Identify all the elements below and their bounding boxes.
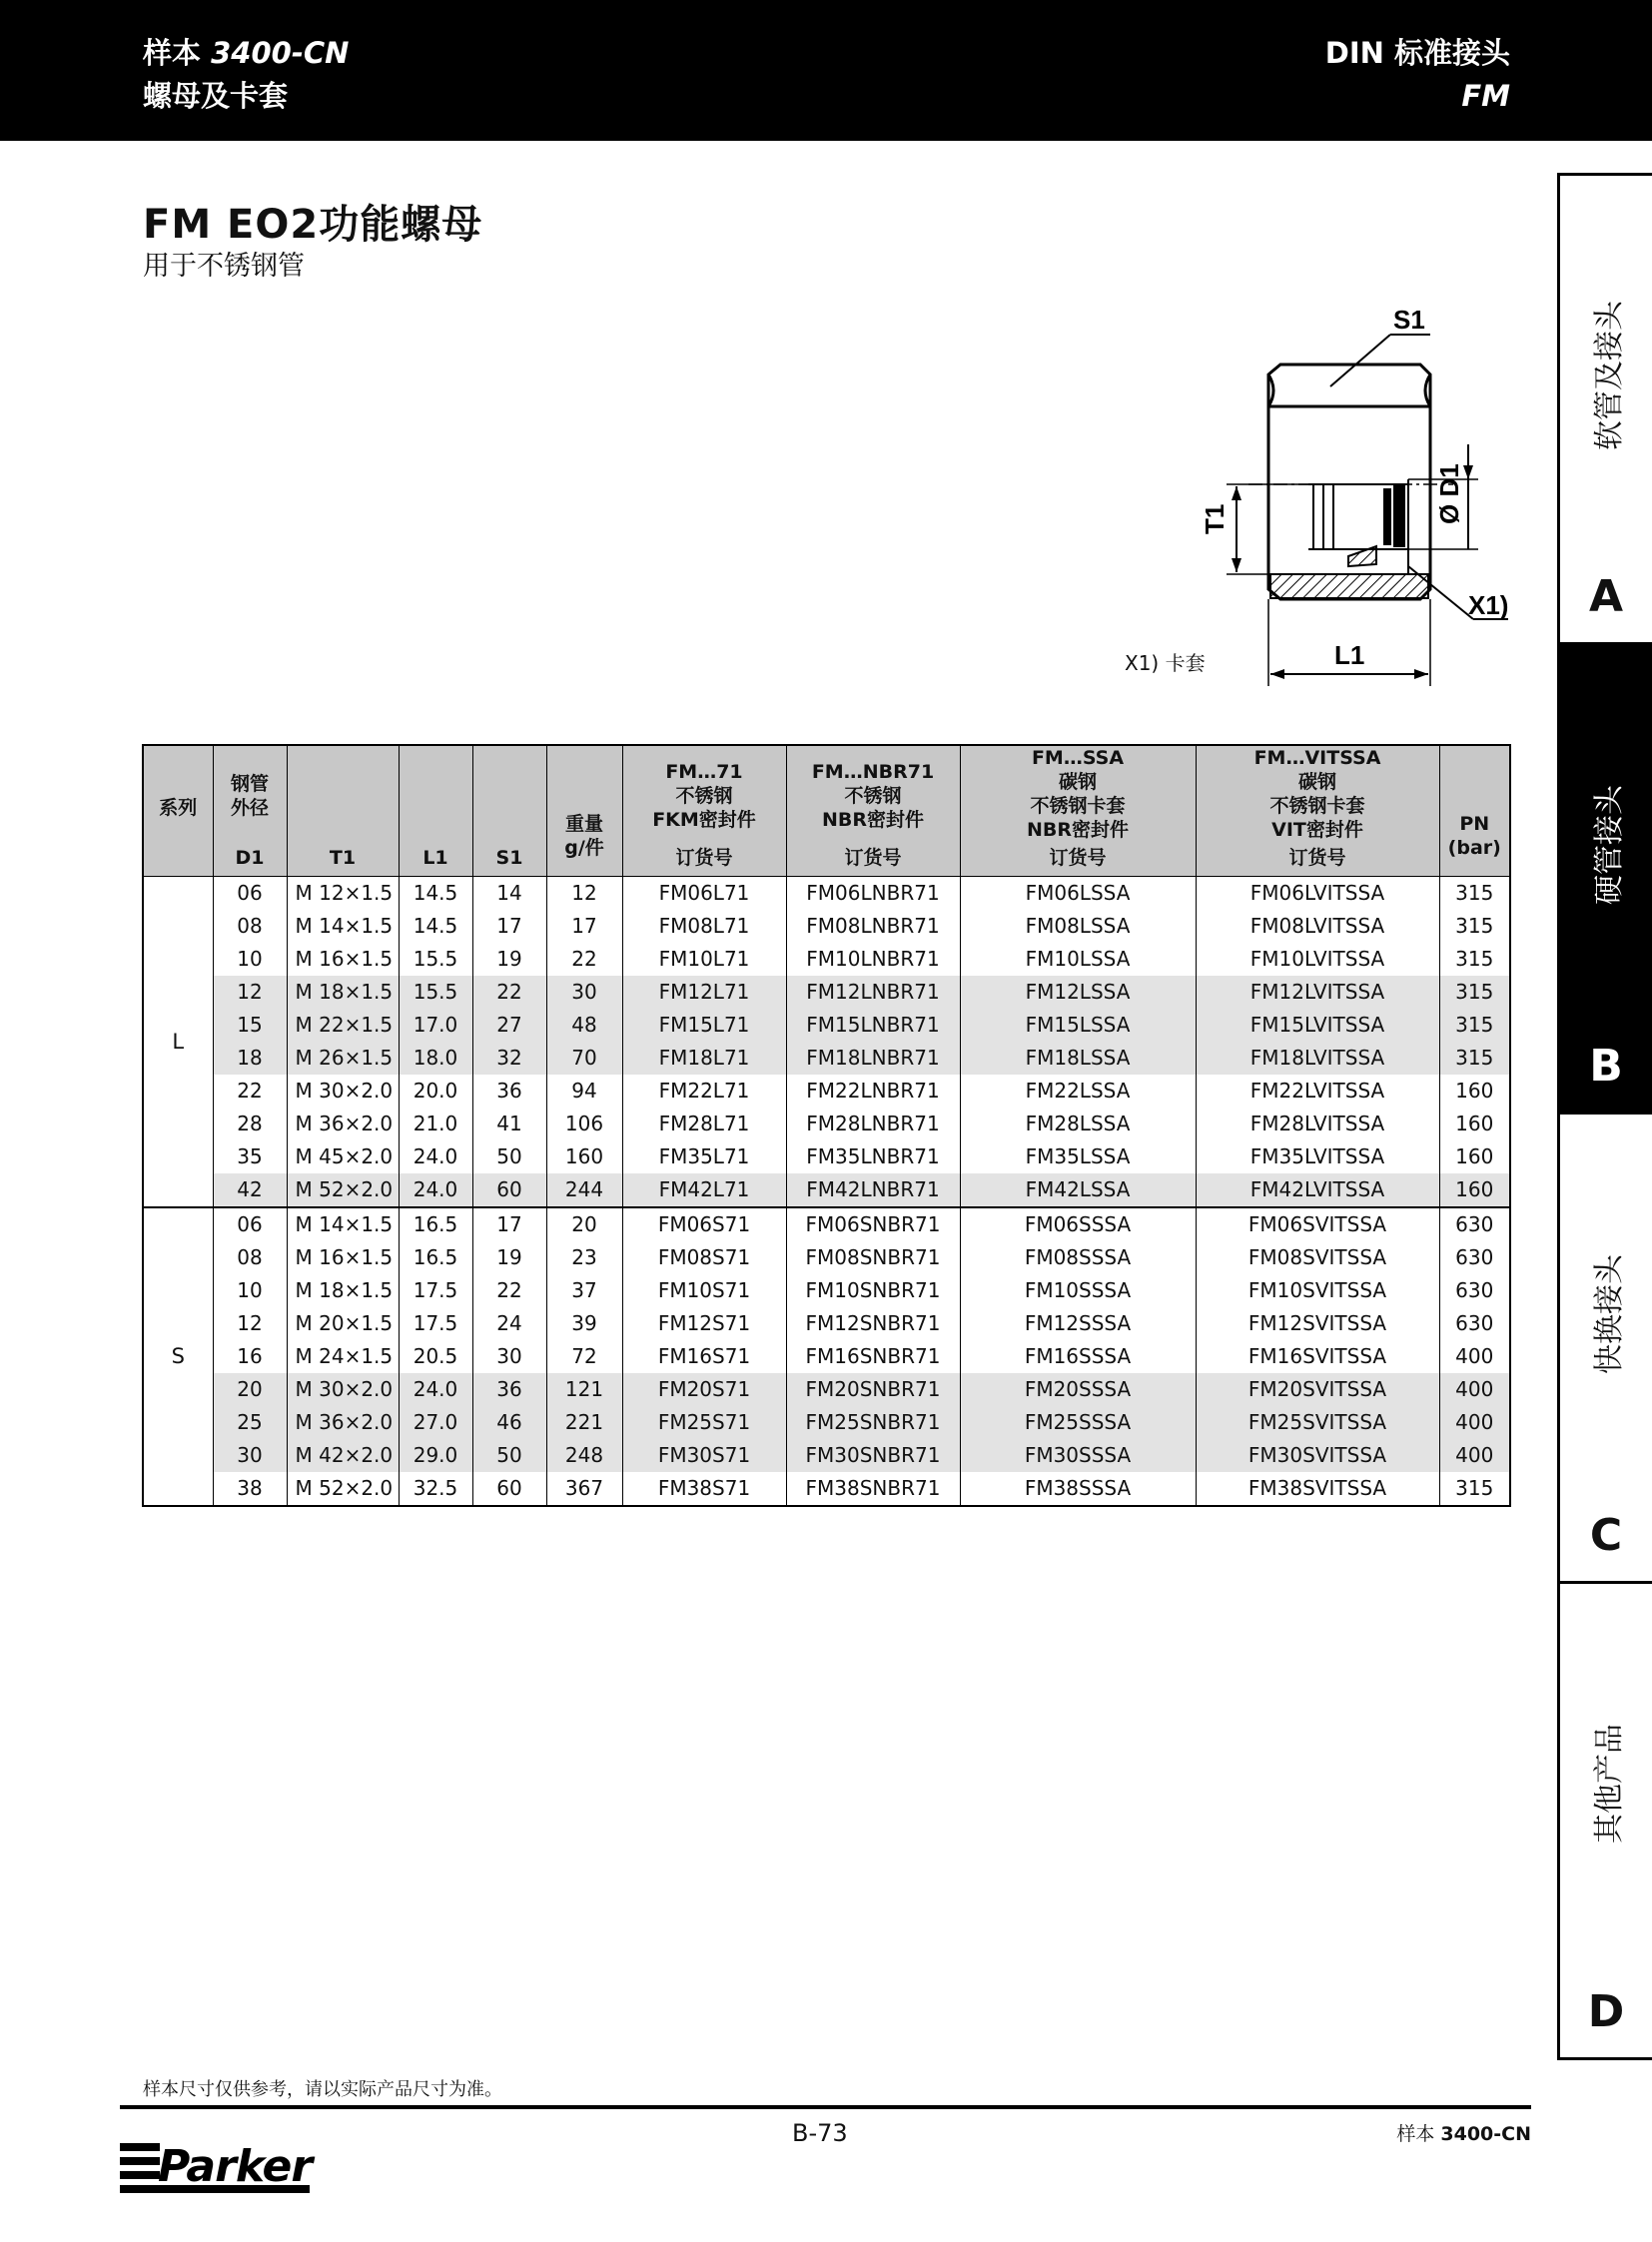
tube-od-cell: 38 bbox=[213, 1472, 287, 1506]
length-l1-cell: 27.0 bbox=[399, 1406, 472, 1439]
ferrule-note: X1) 卡套 bbox=[1125, 651, 1206, 675]
table-row bbox=[143, 1173, 1510, 1207]
length-l1-cell: 20.5 bbox=[399, 1340, 472, 1373]
length-l1-cell: 17.5 bbox=[399, 1307, 472, 1340]
weight-cell: 121 bbox=[546, 1373, 622, 1406]
tab-a-letter: A bbox=[1588, 571, 1624, 622]
order-fm71-cell: FM10L71 bbox=[622, 943, 786, 976]
hex-s1-cell: 50 bbox=[472, 1140, 546, 1173]
weight-cell: 20 bbox=[546, 1207, 622, 1241]
pn-cell: 160 bbox=[1439, 1108, 1510, 1140]
length-l1-cell: 17.0 bbox=[399, 1009, 472, 1042]
order-fm71-cell: FM35L71 bbox=[622, 1140, 786, 1173]
order-fm71-cell: FM42L71 bbox=[622, 1173, 786, 1207]
tab-c[interactable] bbox=[1560, 1115, 1652, 1584]
pn-cell: 400 bbox=[1439, 1340, 1510, 1373]
order-fmvitssa-cell: FM10LVITSSA bbox=[1196, 943, 1439, 976]
length-l1-cell: 24.0 bbox=[399, 1140, 472, 1173]
thread-t1-cell: M 18×1.5 bbox=[287, 976, 399, 1009]
weight-cell: 12 bbox=[546, 877, 622, 911]
order-fm71-cell: FM08L71 bbox=[622, 910, 786, 943]
order-fm71-cell: FM12S71 bbox=[622, 1307, 786, 1340]
catalog-number: 3400-CN bbox=[211, 36, 350, 70]
table-row bbox=[143, 1340, 1510, 1373]
hex-s1-cell: 19 bbox=[472, 1241, 546, 1274]
order-fmvitssa-cell: FM30SVITSSA bbox=[1196, 1439, 1439, 1472]
tab-b[interactable] bbox=[1560, 645, 1652, 1115]
table-row bbox=[143, 1439, 1510, 1472]
hex-s1-cell: 17 bbox=[472, 910, 546, 943]
weight-cell: 48 bbox=[546, 1009, 622, 1042]
thread-t1-cell: M 22×1.5 bbox=[287, 1009, 399, 1042]
order-fmnbr71-cell: FM06SNBR71 bbox=[786, 1207, 960, 1241]
order-fmnbr71-cell: FM16SNBR71 bbox=[786, 1340, 960, 1373]
order-fm71-cell: FM16S71 bbox=[622, 1340, 786, 1373]
order-fmvitssa-cell: FM22LVITSSA bbox=[1196, 1075, 1439, 1108]
order-fmssa-cell: FM16SSSA bbox=[960, 1340, 1196, 1373]
thread-t1-cell: M 52×2.0 bbox=[287, 1173, 399, 1207]
page-title: FM EO2功能螺母 bbox=[143, 202, 483, 248]
order-fm71-cell: FM06S71 bbox=[622, 1207, 786, 1241]
order-fm71-cell: FM30S71 bbox=[622, 1439, 786, 1472]
header-series: 系列 bbox=[143, 745, 213, 877]
length-l1-cell: 14.5 bbox=[399, 877, 472, 911]
weight-cell: 248 bbox=[546, 1439, 622, 1472]
table-row bbox=[143, 943, 1510, 976]
hex-s1-cell: 22 bbox=[472, 976, 546, 1009]
pn-cell: 630 bbox=[1439, 1207, 1510, 1241]
table-row bbox=[143, 877, 1510, 911]
hex-s1-cell: 36 bbox=[472, 1075, 546, 1108]
length-l1-cell: 14.5 bbox=[399, 910, 472, 943]
standard-name: DIN 标准接头 bbox=[1324, 36, 1510, 70]
order-fmnbr71-cell: FM35LNBR71 bbox=[786, 1140, 960, 1173]
spec-table bbox=[142, 744, 1511, 1507]
order-fmssa-cell: FM15LSSA bbox=[960, 1009, 1196, 1042]
order-fmnbr71-cell: FM08LNBR71 bbox=[786, 910, 960, 943]
thread-t1-cell: M 16×1.5 bbox=[287, 943, 399, 976]
order-fmnbr71-cell: FM25SNBR71 bbox=[786, 1406, 960, 1439]
pn-cell: 400 bbox=[1439, 1439, 1510, 1472]
header-weight: 重量 g/件 bbox=[546, 745, 622, 877]
logo-text: Parker bbox=[158, 2141, 313, 2192]
table-row bbox=[143, 1307, 1510, 1340]
tab-b-label: 硬管接头 bbox=[1592, 785, 1627, 905]
thread-t1-cell: M 14×1.5 bbox=[287, 910, 399, 943]
order-fmssa-cell: FM18LSSA bbox=[960, 1042, 1196, 1075]
length-l1-cell: 32.5 bbox=[399, 1472, 472, 1506]
tube-od-cell: 10 bbox=[213, 943, 287, 976]
order-fm71-cell: FM18L71 bbox=[622, 1042, 786, 1075]
order-fmssa-cell: FM08SSSA bbox=[960, 1241, 1196, 1274]
table-row bbox=[143, 1009, 1510, 1042]
order-fmnbr71-cell: FM06LNBR71 bbox=[786, 877, 960, 911]
header-right bbox=[1325, 32, 1510, 118]
weight-cell: 106 bbox=[546, 1108, 622, 1140]
tube-od-cell: 20 bbox=[213, 1373, 287, 1406]
hex-s1-cell: 22 bbox=[472, 1274, 546, 1307]
tube-od-cell: 18 bbox=[213, 1042, 287, 1075]
tube-od-cell: 22 bbox=[213, 1075, 287, 1108]
table-row bbox=[143, 1140, 1510, 1173]
pn-cell: 315 bbox=[1439, 943, 1510, 976]
order-fmvitssa-cell: FM10SVITSSA bbox=[1196, 1274, 1439, 1307]
nut-drawing bbox=[1109, 295, 1528, 694]
order-fm71-cell: FM22L71 bbox=[622, 1075, 786, 1108]
footer-catalog: 样本 3400-CN bbox=[1396, 2123, 1531, 2145]
weight-cell: 23 bbox=[546, 1241, 622, 1274]
order-fmvitssa-cell: FM20SVITSSA bbox=[1196, 1373, 1439, 1406]
table-row bbox=[143, 1042, 1510, 1075]
order-fmvitssa-cell: FM15LVITSSA bbox=[1196, 1009, 1439, 1042]
pn-cell: 630 bbox=[1439, 1307, 1510, 1340]
order-fmvitssa-cell: FM12SVITSSA bbox=[1196, 1307, 1439, 1340]
tab-a-label: 软管及接头 bbox=[1592, 301, 1627, 450]
tab-c-label: 快换接头 bbox=[1592, 1254, 1627, 1374]
hex-s1-cell: 30 bbox=[472, 1340, 546, 1373]
order-fmnbr71-cell: FM10LNBR71 bbox=[786, 943, 960, 976]
tab-a[interactable] bbox=[1560, 176, 1652, 645]
length-l1-cell: 18.0 bbox=[399, 1042, 472, 1075]
nut-section-hatch bbox=[1270, 574, 1428, 598]
header-l1: L1 bbox=[399, 745, 472, 877]
order-fmvitssa-cell: FM08LVITSSA bbox=[1196, 910, 1439, 943]
order-fm71-cell: FM20S71 bbox=[622, 1373, 786, 1406]
pn-cell: 315 bbox=[1439, 976, 1510, 1009]
order-fm71-cell: FM06L71 bbox=[622, 877, 786, 911]
order-fmssa-cell: FM12LSSA bbox=[960, 976, 1196, 1009]
length-l1-cell: 21.0 bbox=[399, 1108, 472, 1140]
thread-t1-cell: M 30×2.0 bbox=[287, 1075, 399, 1108]
hex-s1-cell: 17 bbox=[472, 1207, 546, 1241]
pn-cell: 630 bbox=[1439, 1241, 1510, 1274]
weight-cell: 221 bbox=[546, 1406, 622, 1439]
tab-d-letter: D bbox=[1587, 1986, 1625, 2037]
tab-b-letter: B bbox=[1589, 1041, 1623, 1092]
product-code: FM bbox=[1461, 79, 1510, 113]
table-row bbox=[143, 1274, 1510, 1307]
thread-t1-cell: M 14×1.5 bbox=[287, 1207, 399, 1241]
order-fmssa-cell: FM35LSSA bbox=[960, 1140, 1196, 1173]
order-fm71-cell: FM38S71 bbox=[622, 1472, 786, 1506]
tube-od-cell: 30 bbox=[213, 1439, 287, 1472]
order-fmssa-cell: FM06SSSA bbox=[960, 1207, 1196, 1241]
order-fmvitssa-cell: FM08SVITSSA bbox=[1196, 1241, 1439, 1274]
pn-cell: 630 bbox=[1439, 1274, 1510, 1307]
length-l1-cell: 24.0 bbox=[399, 1173, 472, 1207]
order-fmssa-cell: FM42LSSA bbox=[960, 1173, 1196, 1207]
order-fmvitssa-cell: FM16SVITSSA bbox=[1196, 1340, 1439, 1373]
order-fmvitssa-cell: FM42LVITSSA bbox=[1196, 1173, 1439, 1207]
header-col-fm71: FM…71 不锈钢 FKM密封件 订货号 bbox=[622, 745, 786, 877]
t1-label: T1 bbox=[1200, 503, 1230, 534]
pn-cell: 160 bbox=[1439, 1173, 1510, 1207]
thread-t1-cell: M 18×1.5 bbox=[287, 1274, 399, 1307]
section-name: 螺母及卡套 bbox=[143, 79, 289, 113]
thread-t1-cell: M 30×2.0 bbox=[287, 1373, 399, 1406]
order-fm71-cell: FM10S71 bbox=[622, 1274, 786, 1307]
weight-cell: 94 bbox=[546, 1075, 622, 1108]
table-row bbox=[143, 1207, 1510, 1241]
order-fmssa-cell: FM12SSSA bbox=[960, 1307, 1196, 1340]
pn-cell: 160 bbox=[1439, 1140, 1510, 1173]
weight-cell: 244 bbox=[546, 1173, 622, 1207]
order-fm71-cell: FM08S71 bbox=[622, 1241, 786, 1274]
tube-od-cell: 12 bbox=[213, 976, 287, 1009]
length-l1-cell: 15.5 bbox=[399, 976, 472, 1009]
pn-cell: 315 bbox=[1439, 1472, 1510, 1506]
pn-cell: 400 bbox=[1439, 1373, 1510, 1406]
thread-t1-cell: M 52×2.0 bbox=[287, 1472, 399, 1506]
weight-cell: 30 bbox=[546, 976, 622, 1009]
order-fmvitssa-cell: FM35LVITSSA bbox=[1196, 1140, 1439, 1173]
tube-od-cell: 15 bbox=[213, 1009, 287, 1042]
weight-cell: 17 bbox=[546, 910, 622, 943]
pn-cell: 315 bbox=[1439, 1042, 1510, 1075]
order-fmvitssa-cell: FM28LVITSSA bbox=[1196, 1108, 1439, 1140]
table-row bbox=[143, 910, 1510, 943]
order-fmnbr71-cell: FM18LNBR71 bbox=[786, 1042, 960, 1075]
weight-cell: 367 bbox=[546, 1472, 622, 1506]
order-fmssa-cell: FM30SSSA bbox=[960, 1439, 1196, 1472]
page-number: B-73 bbox=[792, 2119, 848, 2147]
l1-label: L1 bbox=[1334, 640, 1365, 670]
order-fmnbr71-cell: FM30SNBR71 bbox=[786, 1439, 960, 1472]
order-fmssa-cell: FM28LSSA bbox=[960, 1108, 1196, 1140]
order-fmssa-cell: FM38SSSA bbox=[960, 1472, 1196, 1506]
hex-s1-cell: 27 bbox=[472, 1009, 546, 1042]
thread-t1-cell: M 24×1.5 bbox=[287, 1340, 399, 1373]
order-fmssa-cell: FM10LSSA bbox=[960, 943, 1196, 976]
table-row bbox=[143, 1075, 1510, 1108]
pn-cell: 400 bbox=[1439, 1406, 1510, 1439]
order-fmnbr71-cell: FM20SNBR71 bbox=[786, 1373, 960, 1406]
weight-cell: 160 bbox=[546, 1140, 622, 1173]
order-fm71-cell: FM25S71 bbox=[622, 1406, 786, 1439]
footer-note: 样本尺寸仅供参考，请以实际产品尺寸为准。 bbox=[143, 2079, 502, 2100]
order-fmvitssa-cell: FM38SVITSSA bbox=[1196, 1472, 1439, 1506]
pn-cell: 315 bbox=[1439, 877, 1510, 911]
order-fmssa-cell: FM10SSSA bbox=[960, 1274, 1196, 1307]
weight-cell: 72 bbox=[546, 1340, 622, 1373]
thread-t1-cell: M 36×2.0 bbox=[287, 1108, 399, 1140]
order-fmvitssa-cell: FM06LVITSSA bbox=[1196, 877, 1439, 911]
catalog-label: 样本 bbox=[143, 36, 202, 70]
spec-table-body bbox=[143, 877, 1510, 1507]
order-fm71-cell: FM15L71 bbox=[622, 1009, 786, 1042]
order-fmssa-cell: FM08LSSA bbox=[960, 910, 1196, 943]
length-l1-cell: 16.5 bbox=[399, 1241, 472, 1274]
header-col-fmssa: FM…SSA 碳钢 不锈钢卡套 NBR密封件 订货号 bbox=[960, 745, 1196, 877]
tube-od-cell: 08 bbox=[213, 910, 287, 943]
tube-od-cell: 08 bbox=[213, 1241, 287, 1274]
order-fmnbr71-cell: FM10SNBR71 bbox=[786, 1274, 960, 1307]
order-fmvitssa-cell: FM18LVITSSA bbox=[1196, 1042, 1439, 1075]
pn-cell: 315 bbox=[1439, 910, 1510, 943]
thread-section bbox=[1308, 479, 1408, 574]
weight-cell: 70 bbox=[546, 1042, 622, 1075]
thread-t1-cell: M 36×2.0 bbox=[287, 1406, 399, 1439]
hex-s1-cell: 41 bbox=[472, 1108, 546, 1140]
thread-t1-cell: M 12×1.5 bbox=[287, 877, 399, 911]
tab-c-letter: C bbox=[1589, 1510, 1623, 1561]
hex-s1-cell: 46 bbox=[472, 1406, 546, 1439]
side-tabs bbox=[1557, 173, 1652, 2060]
order-fmnbr71-cell: FM22LNBR71 bbox=[786, 1075, 960, 1108]
header-bar bbox=[0, 0, 1652, 141]
tube-od-cell: 25 bbox=[213, 1406, 287, 1439]
order-fmnbr71-cell: FM12SNBR71 bbox=[786, 1307, 960, 1340]
hex-s1-cell: 19 bbox=[472, 943, 546, 976]
tube-od-cell: 12 bbox=[213, 1307, 287, 1340]
hex-s1-cell: 60 bbox=[472, 1173, 546, 1207]
length-l1-cell: 17.5 bbox=[399, 1274, 472, 1307]
weight-cell: 39 bbox=[546, 1307, 622, 1340]
header-s1: S1 bbox=[472, 745, 546, 877]
hex-s1-cell: 14 bbox=[472, 877, 546, 911]
thread-t1-cell: M 42×2.0 bbox=[287, 1439, 399, 1472]
order-fmvitssa-cell: FM06SVITSSA bbox=[1196, 1207, 1439, 1241]
d1-label: Ø D1 bbox=[1434, 463, 1464, 524]
pn-cell: 315 bbox=[1439, 1009, 1510, 1042]
table-row bbox=[143, 976, 1510, 1009]
pn-cell: 160 bbox=[1439, 1075, 1510, 1108]
hex-s1-cell: 36 bbox=[472, 1373, 546, 1406]
length-l1-cell: 15.5 bbox=[399, 943, 472, 976]
header-col-fmvitssa: FM…VITSSA 碳钢 不锈钢卡套 VIT密封件 订货号 bbox=[1196, 745, 1439, 877]
table-row bbox=[143, 1373, 1510, 1406]
weight-cell: 37 bbox=[546, 1274, 622, 1307]
thread-t1-cell: M 45×2.0 bbox=[287, 1140, 399, 1173]
order-fmnbr71-cell: FM28LNBR71 bbox=[786, 1108, 960, 1140]
tube-od-cell: 42 bbox=[213, 1173, 287, 1207]
tube-od-cell: 06 bbox=[213, 1207, 287, 1241]
table-row bbox=[143, 1406, 1510, 1439]
table-row bbox=[143, 1472, 1510, 1506]
hex-s1-cell: 60 bbox=[472, 1472, 546, 1506]
length-l1-cell: 16.5 bbox=[399, 1207, 472, 1241]
length-l1-cell: 24.0 bbox=[399, 1373, 472, 1406]
tube-od-cell: 35 bbox=[213, 1140, 287, 1173]
order-fmnbr71-cell: FM38SNBR71 bbox=[786, 1472, 960, 1506]
thread-t1-cell: M 20×1.5 bbox=[287, 1307, 399, 1340]
header-left bbox=[143, 32, 349, 118]
thread-t1-cell: M 16×1.5 bbox=[287, 1241, 399, 1274]
tab-d-label: 其他产品 bbox=[1592, 1724, 1627, 1844]
length-l1-cell: 20.0 bbox=[399, 1075, 472, 1108]
order-fmssa-cell: FM20SSSA bbox=[960, 1373, 1196, 1406]
weight-cell: 22 bbox=[546, 943, 622, 976]
page-subtitle: 用于不锈钢管 bbox=[143, 251, 305, 282]
hex-s1-cell: 24 bbox=[472, 1307, 546, 1340]
x1-label: X1) bbox=[1468, 590, 1509, 620]
s1-label: S1 bbox=[1393, 305, 1425, 335]
table-row bbox=[143, 1108, 1510, 1140]
tube-od-cell: 16 bbox=[213, 1340, 287, 1373]
order-fmnbr71-cell: FM42LNBR71 bbox=[786, 1173, 960, 1207]
order-fmssa-cell: FM06LSSA bbox=[960, 877, 1196, 911]
hex-s1-cell: 32 bbox=[472, 1042, 546, 1075]
header-col-fmnbr71: FM…NBR71 不锈钢 NBR密封件 订货号 bbox=[786, 745, 960, 877]
tube-od-cell: 06 bbox=[213, 877, 287, 911]
tube-od-cell: 28 bbox=[213, 1108, 287, 1140]
header-t1: T1 bbox=[287, 745, 399, 877]
order-fmnbr71-cell: FM15LNBR71 bbox=[786, 1009, 960, 1042]
order-fmvitssa-cell: FM25SVITSSA bbox=[1196, 1406, 1439, 1439]
length-l1-cell: 29.0 bbox=[399, 1439, 472, 1472]
series-cell: S bbox=[143, 1207, 213, 1506]
series-cell: L bbox=[143, 877, 213, 1208]
hex-s1-cell: 50 bbox=[472, 1439, 546, 1472]
order-fmnbr71-cell: FM08SNBR71 bbox=[786, 1241, 960, 1274]
order-fmvitssa-cell: FM12LVITSSA bbox=[1196, 976, 1439, 1009]
order-fmssa-cell: FM22LSSA bbox=[960, 1075, 1196, 1108]
table-row bbox=[143, 1241, 1510, 1274]
thread-t1-cell: M 26×1.5 bbox=[287, 1042, 399, 1075]
tube-od-cell: 10 bbox=[213, 1274, 287, 1307]
tab-d[interactable] bbox=[1560, 1584, 1652, 2057]
order-fm71-cell: FM12L71 bbox=[622, 976, 786, 1009]
footer-rule bbox=[120, 2105, 1531, 2109]
order-fmnbr71-cell: FM12LNBR71 bbox=[786, 976, 960, 1009]
parker-logo bbox=[120, 2127, 312, 2197]
order-fmssa-cell: FM25SSSA bbox=[960, 1406, 1196, 1439]
order-fm71-cell: FM28L71 bbox=[622, 1108, 786, 1140]
header-tube-od: 钢管 外径 D1 bbox=[213, 745, 287, 877]
header-pn: PN (bar) bbox=[1439, 745, 1510, 877]
